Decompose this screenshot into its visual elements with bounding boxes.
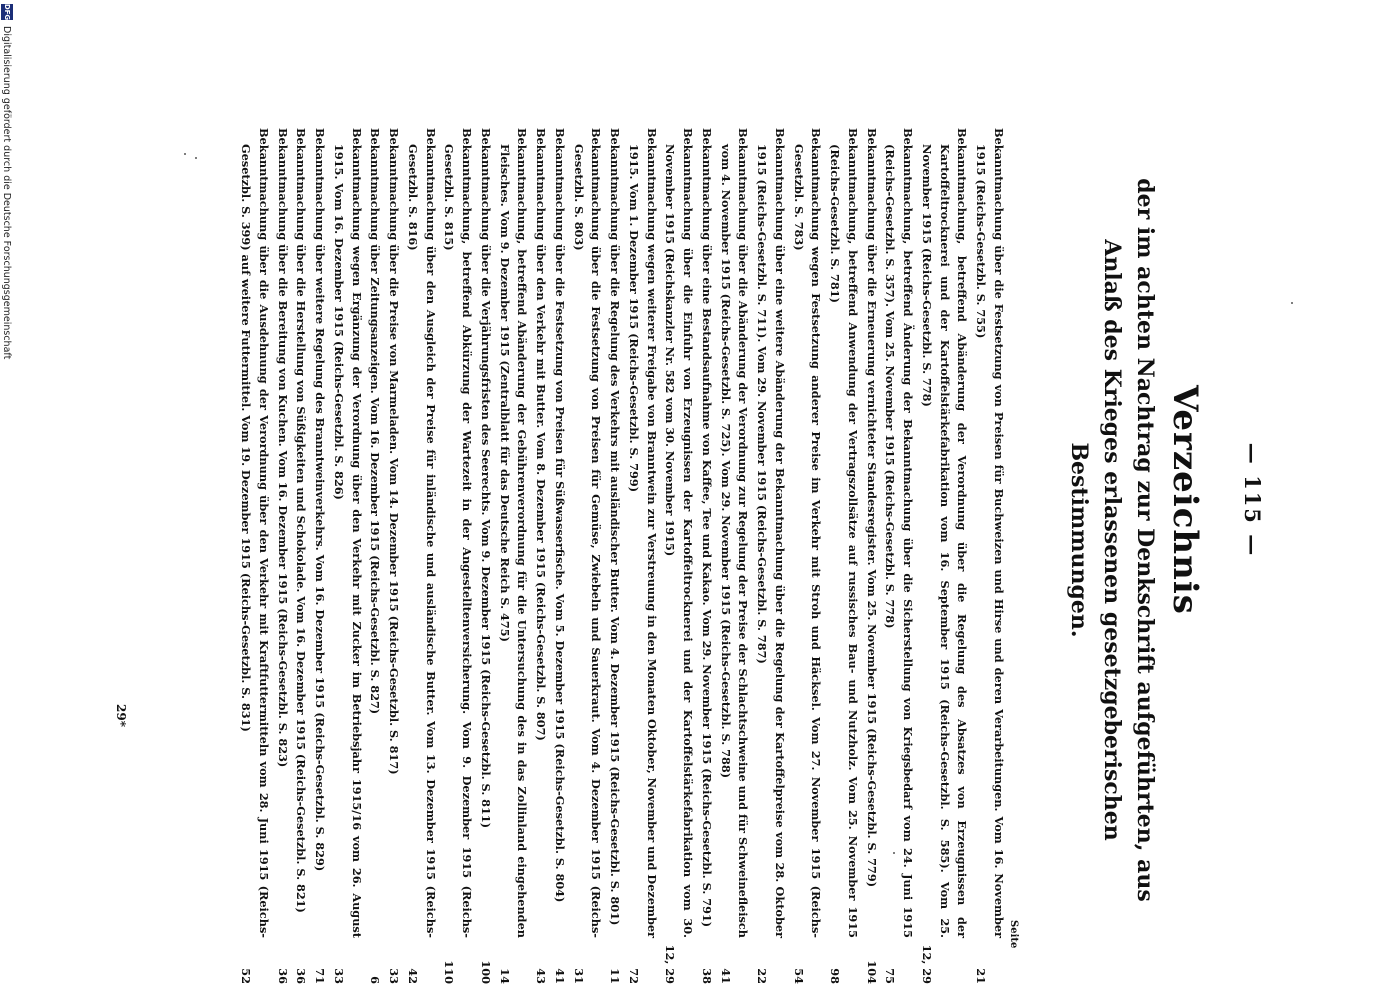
- entry-text: Bekanntmachung über die Festsetzung von Preisen für Gemüse, Zwiebeln und Sauerkraut. Vom 4. Dezember 1915 (Reichs-Gesetzbl. S. 803): [571, 128, 604, 938]
- entry-text: Bekanntmachung über die Verjährungsfristen des Seerechts. Vom 9. Dezember 1915 (Reichs-Gesetzbl. S. 811): [479, 128, 493, 829]
- entry-text: Bekanntmachung, betreffend Abänderung der Gebührenverordnung für die Untersuchung des in das Zollinland eingehenden Fleisches. Vom 9. Dezember 1915 (Zentralblatt für das Deutsche Reich S. 475): [497, 128, 530, 938]
- entry-page: 42: [406, 968, 420, 984]
- page-subtitle: der im achten Nachtrag zur Denkschrift aufgeführten, aus Anlaß des Krieges erlassenen gesetzgeberischen Bestimmungen.: [1066, 178, 1158, 902]
- list-item: [532, 128, 550, 984]
- entry-text: Bekanntmachung, betreffend Abkürzung der Wartezeit in der Angestelltenversicherung. Vom 9. Dezember 1915 (Reichs-Gesetzbl. S. 815): [442, 128, 475, 938]
- entry-page: 14: [497, 968, 512, 984]
- credit-text: Digitalisierung gefördert durch die Deutsche Forschungsgemeinschaft: [1, 26, 13, 360]
- entry-page: 36: [294, 968, 309, 984]
- list-item: [476, 128, 494, 984]
- list-item: [753, 128, 789, 984]
- entry-text: Bekanntmachung über die Erneuerung vernichteter Standesregister. Vom 25. November 1915 (Reichs-Gesetzbl. S. 779): [864, 128, 879, 888]
- list-item: [385, 128, 403, 984]
- list-item: [917, 128, 970, 984]
- entry-text: Bekanntmachung über die Festsetzung von Preisen für Süßwasserfische. Vom 5. Dezember 1915 (Reichs-Gesetzbl. S. 804): [553, 128, 567, 903]
- entry-page: 6: [368, 976, 383, 984]
- list-item: [292, 128, 310, 984]
- entry-page: 41: [718, 968, 733, 984]
- list-item: [237, 128, 273, 984]
- entry-text: Bekanntmachung wegen Festsetzung anderer Preise im Verkehr mit Stroh und Häcksel. Vom 27. November 1915 (Reichs-Gesetzbl. S. 783): [791, 128, 824, 938]
- entry-list: [236, 128, 1008, 984]
- scan-speck: [893, 852, 895, 854]
- entry-page: 11: [608, 968, 623, 984]
- list-item: [403, 128, 439, 984]
- entry-page: 104: [864, 960, 879, 984]
- entry-text: Bekanntmachung über die Ausdehnung der Verordnung über den Verkehr mit Kraftfuttermitteln vom 28. Juni 1915 (Reichs-Gesetzbl. S. 399) auf weitere Futtermittel. Vom 19. Dezember 1915 (Reichs-Gesetzbl. S. 831): [239, 128, 271, 938]
- list-item: [624, 128, 660, 984]
- list-item: [789, 128, 825, 984]
- list-item: [881, 128, 917, 984]
- list-item: [366, 128, 384, 984]
- entry-page: 31: [571, 968, 586, 984]
- entry-text: Bekanntmachung über den Verkehr mit Butter. Vom 8. Dezember 1915 (Reichs-Gesetzbl. S. 807): [534, 128, 549, 741]
- entry-page: 22: [755, 968, 770, 984]
- entry-page: 100: [479, 960, 493, 984]
- list-item: [550, 128, 568, 984]
- scan-speck: [184, 153, 186, 155]
- entry-text: Bekanntmachung über weitere Regelung des Branntweinverkehrs. Vom 16. Dezember 1915 (Reichs-Gesetzbl. S. 829): [313, 128, 328, 872]
- entry-page: 98: [828, 968, 843, 984]
- entry-page: 41: [553, 968, 567, 984]
- entry-page: 38: [700, 968, 714, 984]
- entry-page: 71: [313, 968, 328, 984]
- entry-text: Bekanntmachung über Zeitungsanzeigen. Vom 16. Dezember 1915 (Reichs-Gesetzbl. S. 827): [368, 128, 383, 715]
- entry-page: 43: [534, 968, 549, 984]
- entry-page: 110: [442, 960, 457, 984]
- entry-page: 33: [387, 968, 402, 984]
- entry-page: 12, 29: [920, 944, 934, 984]
- page-title: Verzeichnis: [1165, 385, 1205, 615]
- list-item: [440, 128, 476, 984]
- entry-page: 72: [627, 968, 641, 984]
- entry-text: Bekanntmachung wegen weiterer Freigabe von Branntwein zur Verstreuung in den Monaten Oktober, November und Dezember 1915. Vom 1. Dezember 1915 (Reichs-Gesetzbl. S. 799): [627, 128, 659, 938]
- entry-text: Bekanntmachung wegen Ergänzung der Verordnung über den Verkehr mit Zucker im Betriebsjahr 1915/16 vom 26. August 1915. Vom 16. Dezember 1915 (Reichs-Gesetzbl. S. 826): [332, 128, 364, 938]
- column-header-seite: Seite: [1008, 920, 1019, 949]
- entry-text: Bekanntmachung über eine Bestandsaufnahme von Kaffee, Tee und Kakao. Vom 29. November 1915 (Reichs-Gesetzbl. S. 791): [700, 128, 714, 928]
- entry-page: 75: [883, 968, 898, 984]
- entry-page: 21: [974, 968, 989, 984]
- entry-text: Bekanntmachung über die Einfuhr von Erzeugnissen der Kartoffeltrocknerei und der Kartoffelstärkefabrikation vom 30. November 1915 (Reichskanzler Nr. 582 vom 30. November 1915): [663, 128, 696, 938]
- entry-page: 54: [791, 968, 806, 984]
- entry-text: Bekanntmachung über eine weitere Abänderung der Bekanntmachung über die Regelung der Kartoffelpreise vom 28. Oktober 1915 (Reichs-Gesetzbl. S. 711). Vom 29. November 1915 (Reichs-Gesetzbl. S. 787): [755, 128, 787, 938]
- digitization-credit: [0, 0, 14, 1000]
- list-item: [697, 128, 715, 984]
- entry-page: 52: [239, 968, 254, 984]
- entry-text: Bekanntmachung, betreffend Änderung der Bekanntmachung über die Sicherstellung von Kriegsbedarf vom 24. Juni 1915 (Reichs-Gesetzbl. S. 357). Vom 25. November 1915 (Reichs-Gesetzbl. S. 778): [883, 128, 916, 938]
- list-item: [329, 128, 365, 984]
- scan-speck: [195, 157, 197, 159]
- entry-page: 36: [275, 968, 290, 984]
- entry-text: Bekanntmachung über die Bereitung von Kuchen. Vom 16. Dezember 1915 (Reichs-Gesetzbl. S. 823): [275, 128, 290, 768]
- entry-text: Bekanntmachung über die Regelung des Verkehrs mit ausländischer Butter. Vom 4. Dezember 1915 (Reichs-Gesetzbl. S. 801): [608, 128, 623, 926]
- entry-text: Bekanntmachung über die Festsetzung von Preisen für Buchweizen und Hirse und deren Verarbeitungen. Vom 16. November 1915 (Reichs-Gesetzbl. S. 755): [974, 128, 1006, 938]
- list-item: [569, 128, 605, 984]
- scan-speck: [1291, 302, 1293, 304]
- list-item: [606, 128, 624, 984]
- page-number: — 115 —: [1240, 442, 1265, 558]
- entry-text: Bekanntmachung über die Abänderung der Verordnung zur Regelung der Preise der Schlachtschweine und für Schweinefleisch vom 4. November 1915 (Reichs-Gesetzbl. S. 725). Vom 29. November 1915 (Reichs-Gesetzbl. S. 788): [718, 128, 751, 938]
- list-item: [495, 128, 531, 984]
- list-item: [862, 128, 880, 984]
- list-item: [972, 128, 1008, 984]
- list-item: [661, 128, 697, 984]
- list-item: [826, 128, 862, 984]
- dfg-logo: DFG: [3, 3, 11, 21]
- list-item: [716, 128, 752, 984]
- entry-text: Bekanntmachung, betreffend Anwendung der Vertragszollsätze auf russisches Bau- und Nutzholz. Vom 25. November 1915 (Reichs-Gesetzbl. S. 781): [828, 128, 860, 938]
- list-item: [273, 128, 291, 984]
- list-item: [311, 128, 329, 984]
- entry-text: Bekanntmachung über die Herstellung von Süßigkeiten und Schokolade. Vom 16. Dezember 1915 (Reichs-Gesetzbl. S. 821): [294, 128, 309, 913]
- entry-text: Bekanntmachung, betreffend Abänderung der Verordnung über die Regelung des Absatzes von Erzeugnissen der Kartoffeltrocknerei und der Kartoffelstärkefabrikation vom 16. September 1915 (Reichs-Gesetzbl. S. 585). Vom 25. November 1915 (Reichs-Gesetzbl. S. 778): [920, 128, 970, 938]
- signature-mark: 29*: [114, 704, 128, 727]
- entry-page: 12, 29: [663, 944, 678, 984]
- entry-text: Bekanntmachung über den Ausgleich der Preise für inländische und ausländische Butter. Vom 13. Dezember 1915 (Reichs-Gesetzbl. S. 816): [406, 128, 438, 938]
- entry-text: Bekanntmachung über die Preise von Marmeladen. Vom 14. Dezember 1915 (Reichs-Gesetzbl. S. 817): [387, 128, 402, 775]
- entry-page: 33: [332, 968, 346, 984]
